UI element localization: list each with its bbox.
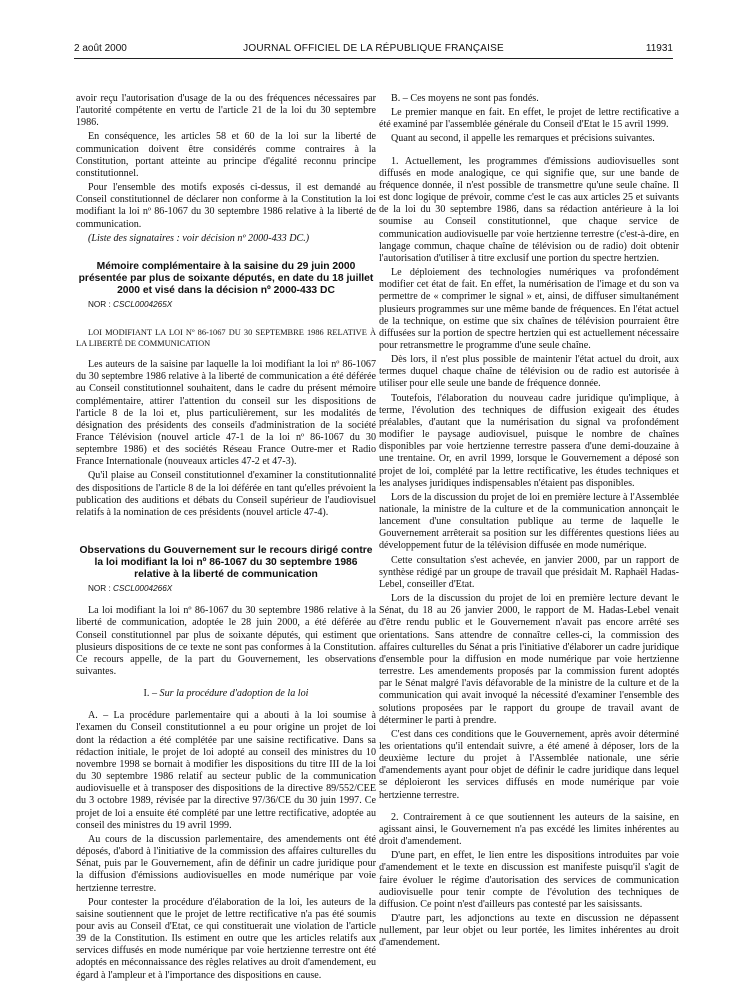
page-header — [74, 43, 673, 57]
paragraph-des-lors: Dès lors, il n'est plus possible de maintenir l'état actuel du droit, aux termes duquel chaque chaîne de télévision ou de radio est autorisée à utiliser pour elle seule une bande de fréquence donnée. — [379, 354, 679, 390]
nor-label: NOR : — [88, 584, 111, 594]
paragraph-cette: Cette consultation s'est achevée, en janvier 2000, par un rapport de synthèse rédigé par un groupe de travail que présidait M. Raphaël Hadas-Lebel, conseiller d'Etat. — [379, 554, 679, 590]
section-title — [76, 688, 376, 700]
paragraph-2: 2. Contrairement à ce que soutiennent les auteurs de la saisine, en agissant ainsi, le Gouvernement n'a pas excédé les limites inhérentes au droit d'amendement. — [379, 811, 679, 848]
header-title: JOURNAL OFFICIEL DE LA RÉPUBLIQUE FRANÇAISE — [243, 43, 504, 54]
section-number: I. – — [143, 688, 158, 700]
nor-reference-2 — [76, 583, 376, 595]
paragraph-premier: Le premier manque en fait. En effet, le projet de lettre rectificative a été examiné par l'assemblée générale du Conseil d'Etat le 15 avril 1999. — [379, 107, 679, 131]
paragraph-a: A. – La procédure parlementaire qui a abouti à la loi soumise à l'examen du Conseil constitutionnel a eu pour origine un projet de loi dont la rédaction a été complétée par une saisine rectificative. Dans sa rédaction initiale, le projet de loi adopté au conseil des ministres du 10 novembre 1998 se bornait à modifier les dispositions du titre III de la loi du 30 septembre 1986 relatif au secteur public de la communication audiovisuelle et à transposer des dispositions de la directive 89/552/CEE du 3 octobre 1989, révisée par la directive 97/36/CE du 30 juin 1997. Ce projet de loi a ensuite été complété par une lettre rectificative, adoptée au conseil des ministres du 19 avril 1999. — [76, 710, 376, 831]
paragraph-dautre: D'autre part, les adjonctions au texte en discussion ne dépassent nullement, par leur objet ou leur portée, les limites inhérentes au droit d'amendement. — [379, 913, 679, 949]
header-page-number: 11931 — [645, 43, 673, 54]
paragraph-loi: La loi modifiant la loi nº 86-1067 du 30 septembre 1986 relative à la liberté de communication, adoptée le 28 juin 2000, a été déférée au Conseil constitutionnel par plus de soixante députés, qui estiment que plusieurs dispositions de ce texte ne sont pas conformes à la Constitution. Ce recours appelle, de la part du Gouvernement, les observations suivantes. — [76, 605, 376, 677]
nor-label: NOR : — [88, 299, 111, 309]
paragraph-1: 1. Actuellement, les programmes d'émissions audiovisuelles sont diffusés en mode analogique, ce qui signifie que, sur une bande de fréquence donnée, il n'est possible de transmettre qu'une seule chaîne. Il est donc logique de prévoir, comme c'est le cas aux articles 25 et suivants de la loi du 30 septembre 1986, dans sa rédaction antérieure à la loi soumise au Conseil constitutionnel, que chaque service de communication audiovisuelle par voie hertzienne terrestre (c'est-à-dire, en langage commun, chaque chaîne de télévision ou de radio) doit obtenir l'autorisation d'utiliser à titre exclusif une portion du spectre hertzien. — [379, 155, 679, 264]
paragraph-lors-1: Lors de la discussion du projet de loi en première lecture à l'Assemblée nationale, la ministre de la culture et de la communication annonçait le lancement d'une consultation publique au terme de laquelle le Gouvernement arrêterait sa position sur les différentes questions liées au développement futur de la télévision diffusée en mode numérique. — [379, 491, 679, 552]
nor-reference-1 — [76, 299, 376, 311]
memoire-heading: Mémoire complémentaire à la saisine du 29 juin 2000 présentée par plus de soixante députés, en date du 18 juillet 2000 et visé dans la décision nº 2000-433 DC — [78, 260, 374, 296]
law-subheading: LOI MODIFIANT LA LOI Nº 86-1067 DU 30 SEPTEMBRE 1986 RELATIVE À LA LIBERTÉ DE COMMUNICATION — [76, 328, 376, 349]
right-column — [379, 93, 679, 951]
section-label: Sur la procédure d'adoption de la loi — [159, 688, 309, 700]
observations-heading: Observations du Gouvernement sur le recours dirigé contre la loi modifiant la loi nº 86-1067 du 30 septembre 1986 relative à la liberté de communication — [79, 545, 373, 581]
header-date: 2 août 2000 — [74, 43, 127, 54]
paragraph-intro: avoir reçu l'autorisation d'usage de la ou des fréquences nécessaires par l'autorité compétente en vertu de l'article 21 de la loi du 30 septembre 1986. — [76, 93, 376, 129]
paragraph-lors-2: Lors de la discussion du projet de loi en première lecture devant le Sénat, du 18 au 26 janvier 2000, le rapport de M. Hadas-Lebel venait d'être rendu public et le Gouvernement n'avait pas encore arrêté ses orientations. Sans attendre de connaître celles-ci, la commission des affaires culturelles du Sénat a pris l'initiative d'élaborer un cadre juridique d'ensemble pour la diffusion en mode numérique par voie hertzienne terrestre. Les amendements proposés par la commission furent adoptés par le Sénat malgré l'avis défavorable de la ministre de la culture et de la communication qui avait invoqué la nécessité d'examiner l'ensemble des solutions proposées par le rapport du groupe de travail avant de déterminer le parti à prendre. — [379, 593, 679, 726]
paragraph-dune: D'une part, en effet, le lien entre les dispositions introduites par voie d'amendement et le texte en discussion est manifeste puisqu'il s'agit de faire évoluer le régime d'autorisation des services de communication audiovisuelle pour tenir compte de l'évolution des techniques de diffusion. Ce point n'est d'ailleurs pas contesté par les saisissants. — [379, 850, 679, 910]
paragraph-b: B. – Ces moyens ne sont pas fondés. — [391, 93, 539, 104]
paragraph-cest: C'est dans ces conditions que le Gouvernement, après avoir déterminé les orientations qu'il entendait suivre, a été amené à déposer, lors de la deuxième lecture du projet à l'Assemblée nationale, une série d'amendements ayant pour objet de définir le cadre juridique dans lequel se déploieront les services diffusés en mode numérique par voie hertzienne terrestre. — [379, 728, 679, 801]
signataires-note: (Liste des signataires : voir décision nº 2000-433 DC.) — [88, 232, 310, 244]
nor-code: CSCL0004266X — [113, 584, 173, 594]
paragraph-motifs: Pour l'ensemble des motifs exposés ci-dessus, il est demandé au Conseil constitutionnel de déclarer non conforme à la Constitution la loi modifiant la loi nº 86-1067 du 30 septembre 1986 relative à la liberté de communication. — [76, 182, 376, 230]
header-rule — [74, 58, 673, 59]
paragraph-contester: Pour contester la procédure d'élaboration de la loi, les auteurs de la saisine soutiennent que le projet de lettre rectificative n'a pas été soumis pour avis au Conseil d'Etat, ce qui constituerait une violation de l'article 39 de la Constitution. Ils estiment en outre que les articles relatifs aux services diffusés en mode numérique par voie hertzienne terrestre ont été adoptés en méconnaissance des règles relatives au droit d'amendement, eu égard à l'ampleur et à l'importance des dispositions en cause. — [76, 896, 376, 981]
nor-code: CSCL0004265X — [113, 299, 173, 309]
paragraph-consequence: En conséquence, les articles 58 et 60 de la loi sur la liberté de communication doivent être considérés comme contraires à la Constitution, portant atteinte au principe d'égalité reconnu principe constitutionnel. — [76, 131, 376, 179]
paragraph-auteurs: Les auteurs de la saisine par laquelle la loi modifiant la loi nº 86-1067 du 30 septembre 1986 relative à la liberté de communication a été déférée au Conseil constitutionnel souhaitent, dans le cadre du présent mémoire complémentaire, attirer l'attention du conseil sur les dispositions de l'article 8 de la loi et, plus particulièrement, sur les modalités de désignation des présidents des conseils d'administration de la société France Télévision (nouvel article 47-1 de la loi nº 86-1067 du 30 septembre 1986) et des sociétés Réseau France Outre-mer et Radio France Internationale (nouveaux articles 47-2 et 47-3). — [76, 359, 376, 468]
paragraph-toutefois: Toutefois, l'élaboration du nouveau cadre juridique qu'implique, à terme, l'évolution des techniques de diffusion exigeait des études préalables, d'autant que la numérisation du signal va profondément modifier le paysage audiovisuel, puisque le nombre de chaînes disponibles par voie hertzienne terrestre passera d'une demi-douzaine à une trentaine. Or, en avril 1999, lorsque le Gouvernement a déposé son projet de loi, complété par la lettre rectificative, les études techniques et les analyses juridiques indispensables n'étaient pas disponibles. — [379, 392, 679, 489]
paragraph-cours: Au cours de la discussion parlementaire, des amendements ont été déposés, d'abord à l'initiative de la commission des affaires culturelles du Sénat, puis par le Gouvernement, afin de définir un cadre juridique pour la diffusion d'émissions audiovisuelles en mode numérique par voie hertzienne terrestre. — [76, 833, 376, 894]
paragraph-second: Quant au second, il appelle les remarques et précisions suivantes. — [391, 133, 655, 145]
left-column — [76, 93, 376, 984]
paragraph-deploiement: Le déploiement des technologies numériques va profondément modifier cet état de fait. En effet, la numérisation de l'image et du son va permettre de « comprimer le signal » et, ainsi, de diffuser simultanément plusieurs programmes sur une même bande de fréquences. En l'état actuel de la technique, on estime que six chaînes de télévision pourraient être diffusées sur la portion de spectre hertzien qui est actuellement nécessaire pour retransmettre le programme d'une seule chaîne. — [379, 267, 679, 351]
paragraph-quil-plaise: Qu'il plaise au Conseil constitutionnel d'examiner la constitutionnalité des dispositions de l'article 8 de la loi déférée en tant qu'elles prévoient la publication des auditions et débats du Conseil supérieur de l'audiovisuel relatifs à la nomination de ces présidents (nouvel article 47-4). — [76, 470, 376, 518]
